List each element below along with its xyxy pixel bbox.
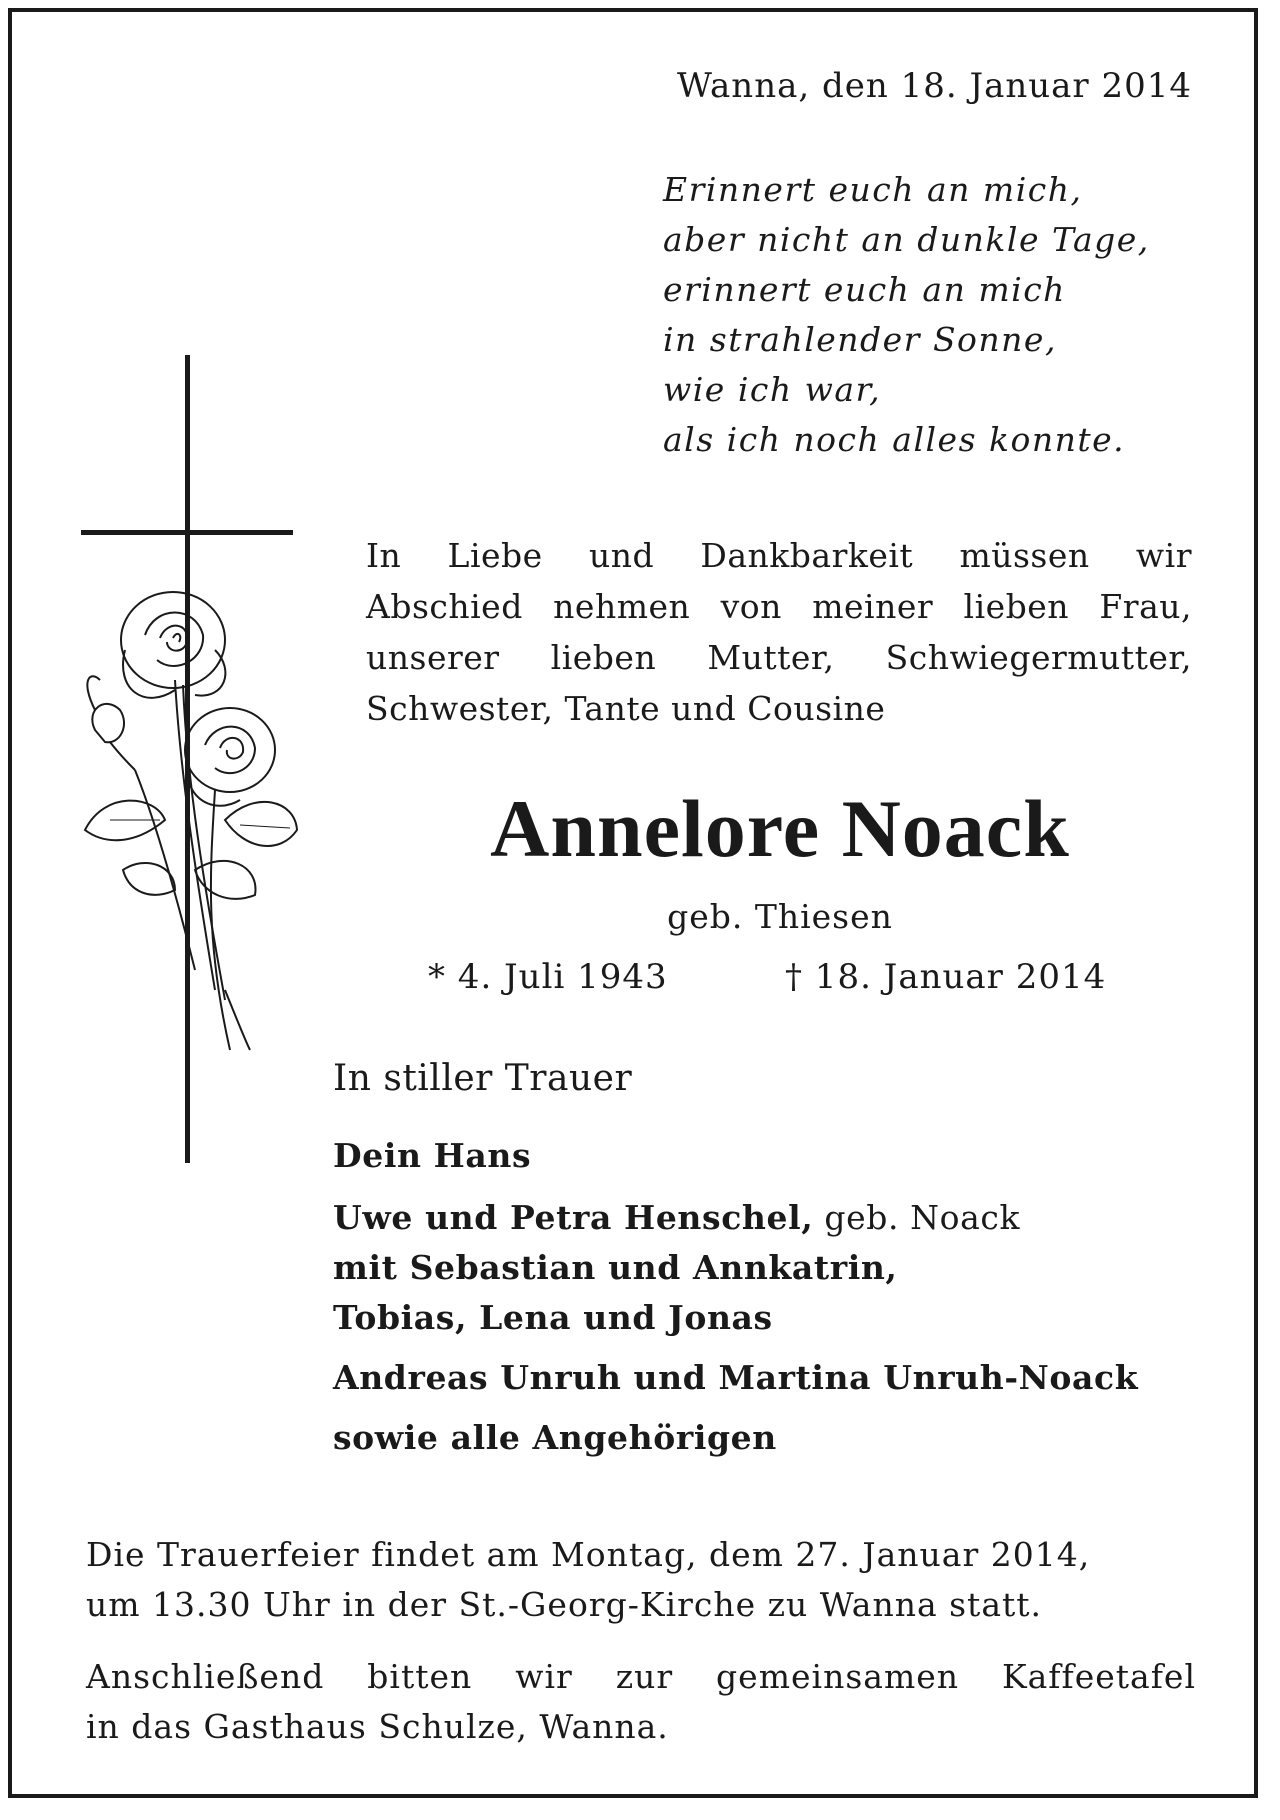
mourner-line xyxy=(333,1136,531,1175)
funeral-service-info xyxy=(86,1530,1196,1630)
mourner-birth-name: geb. Noack xyxy=(813,1198,1021,1237)
intro-paragraph xyxy=(366,530,1192,734)
death-date: † 18. Januar 2014 xyxy=(785,957,1107,997)
intro-line: unserer lieben Mutter, Schwiegermutter, xyxy=(366,638,1192,677)
reception-info xyxy=(86,1652,1196,1752)
mourner-name: Tobias, Lena und Jonas xyxy=(333,1298,773,1337)
poem-line: in strahlender Sonne, xyxy=(663,320,1057,359)
intro-line: Schwester, Tante und Cousine xyxy=(366,689,886,728)
poem-line: als ich noch alles konnte. xyxy=(663,420,1126,459)
service-line: um 13.30 Uhr in der St.-Georg-Kirche zu Wanna statt. xyxy=(86,1585,1043,1624)
mourner-name: Dein Hans xyxy=(333,1136,532,1175)
mourner-line xyxy=(333,1418,777,1457)
poem-line: aber nicht an dunkle Tage, xyxy=(663,220,1150,259)
place-date: Wanna, den 18. Januar 2014 xyxy=(677,66,1192,106)
mourner-line xyxy=(333,1298,773,1337)
mourner-name: sowie alle Angehörigen xyxy=(333,1418,777,1457)
cross-with-roses-illustration xyxy=(75,350,305,1170)
mourner-name: mit Sebastian und Annkatrin, xyxy=(333,1248,898,1287)
intro-line: Abschied nehmen von meiner lieben Frau, xyxy=(366,587,1192,626)
intro-line: In Liebe und Dankbarkeit müssen wir xyxy=(366,536,1192,575)
rose-icon xyxy=(185,708,275,806)
service-line: Die Trauerfeier findet am Montag, dem 27. Januar 2014, xyxy=(86,1535,1091,1574)
mourner-name: Uwe und Petra Henschel, xyxy=(333,1198,814,1237)
mourner-line xyxy=(333,1248,898,1287)
mourner-line xyxy=(333,1198,1020,1237)
mourning-heading: In stiller Trauer xyxy=(333,1058,633,1099)
birth-name: geb. Thiesen xyxy=(667,897,893,936)
rose-icon xyxy=(121,592,225,698)
deceased-name: Annelore Noack xyxy=(490,783,1070,874)
mourner-line xyxy=(333,1358,1138,1397)
birth-date: * 4. Juli 1943 xyxy=(428,957,668,997)
poem-line: wie ich war, xyxy=(663,370,882,409)
poem-line: Erinnert euch an mich, xyxy=(663,170,1083,209)
poem-line: erinnert euch an mich xyxy=(663,270,1066,309)
reception-line: in das Gasthaus Schulze, Wanna. xyxy=(86,1707,669,1746)
cross-horizontal-bar xyxy=(81,530,293,535)
reception-line: Anschließend bitten wir zur gemeinsamen Kaffeetafel xyxy=(86,1657,1196,1696)
poem xyxy=(663,165,1150,465)
mourner-name: Andreas Unruh und Martina Unruh-Noack xyxy=(333,1358,1139,1397)
